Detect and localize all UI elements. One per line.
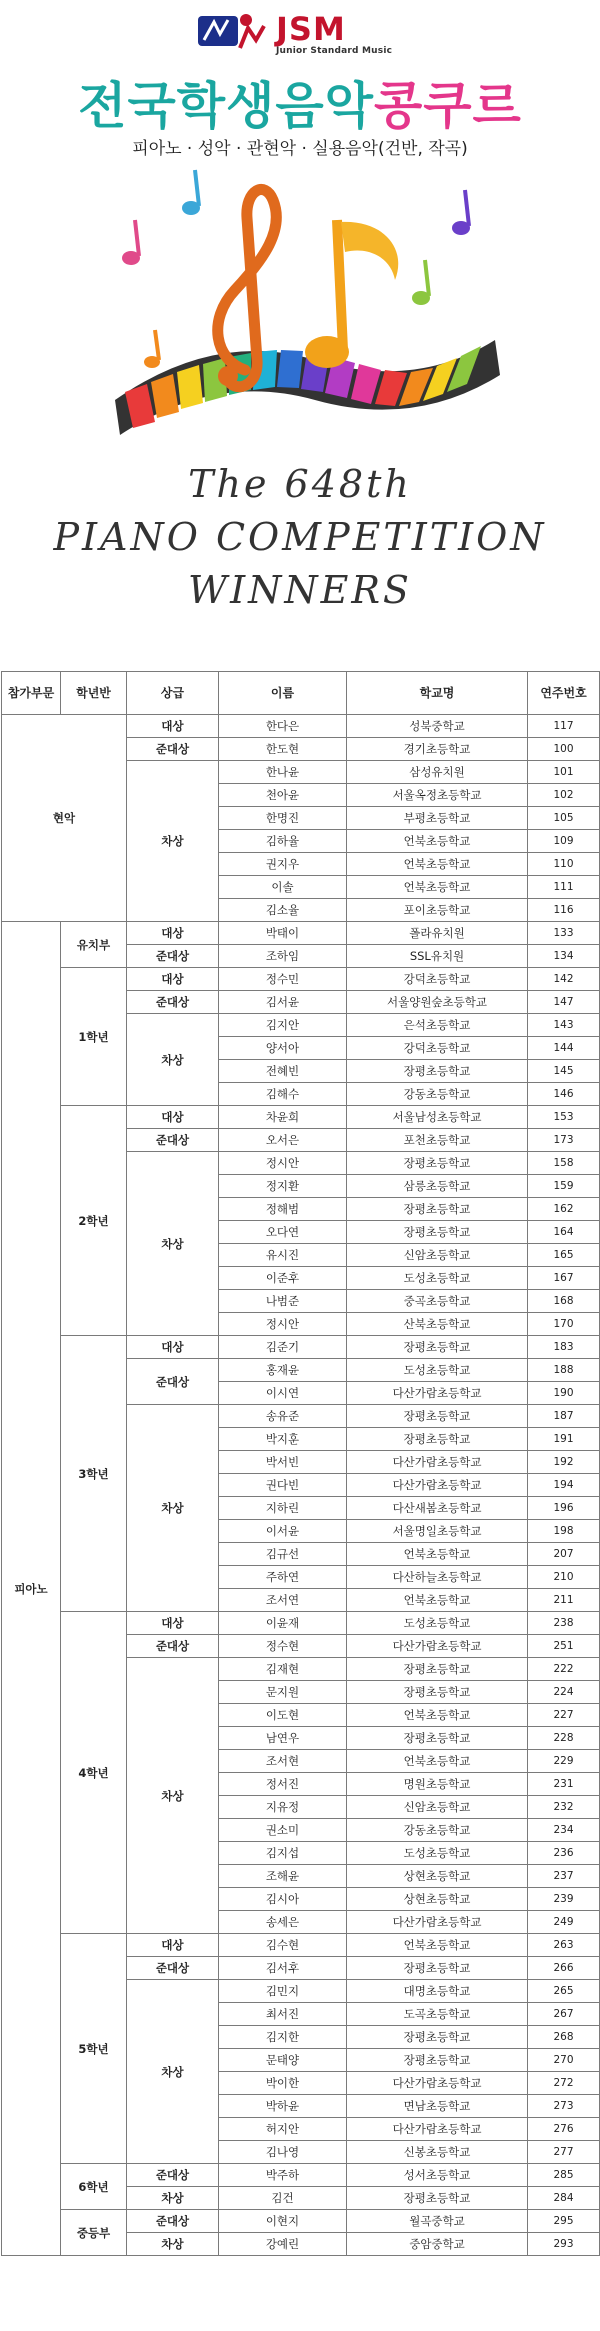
school-name: 장평초등학교	[347, 1957, 528, 1980]
performance-number: 273	[528, 2095, 600, 2118]
award-cell: 준대상	[127, 2164, 219, 2187]
school-name: 중암중학교	[347, 2233, 528, 2256]
performance-number: 101	[528, 761, 600, 784]
school-name: 장평초등학교	[347, 1428, 528, 1451]
school-name: 언북초등학교	[347, 830, 528, 853]
table-row	[2, 2164, 600, 2187]
school-name: 장평초등학교	[347, 1060, 528, 1083]
school-name: 면남초등학교	[347, 2095, 528, 2118]
school-name: 신암초등학교	[347, 1244, 528, 1267]
school-name: 중곡초등학교	[347, 1290, 528, 1313]
school-name: 포천초등학교	[347, 1129, 528, 1152]
student-name: 김민지	[219, 1980, 347, 2003]
page-subtitle: 피아노 · 성악 · 관현악 · 실용음악(건반, 작곡)	[132, 139, 468, 159]
award-cell: 차상	[127, 1014, 219, 1106]
student-name: 송유준	[219, 1405, 347, 1428]
performance-number: 164	[528, 1221, 600, 1244]
table-row	[2, 1934, 600, 1957]
performance-number: 224	[528, 1681, 600, 1704]
school-name: 장평초등학교	[347, 1681, 528, 1704]
grade-cell: 6학년	[61, 2164, 127, 2210]
school-name: 다산가람초등학교	[347, 1451, 528, 1474]
performance-number: 277	[528, 2141, 600, 2164]
table-row	[2, 2210, 600, 2233]
student-name: 최서진	[219, 2003, 347, 2026]
performance-number: 295	[528, 2210, 600, 2233]
student-name: 홍재윤	[219, 1359, 347, 1382]
award-cell: 대상	[127, 715, 219, 738]
school-name: 언북초등학교	[347, 876, 528, 899]
student-name: 주하연	[219, 1566, 347, 1589]
student-name: 지하린	[219, 1497, 347, 1520]
student-name: 정서진	[219, 1773, 347, 1796]
award-cell: 준대상	[127, 991, 219, 1014]
award-cell: 대상	[127, 1934, 219, 1957]
school-name: 강덕초등학교	[347, 968, 528, 991]
performance-number: 238	[528, 1612, 600, 1635]
table-row	[2, 922, 600, 945]
performance-number: 168	[528, 1290, 600, 1313]
performance-number: 265	[528, 1980, 600, 2003]
student-name: 정수민	[219, 968, 347, 991]
school-name: 장평초등학교	[347, 1336, 528, 1359]
student-name: 지유정	[219, 1796, 347, 1819]
performance-number: 134	[528, 945, 600, 968]
table-header-row	[2, 672, 600, 715]
performance-number: 249	[528, 1911, 600, 1934]
school-name: 다산가람초등학교	[347, 2118, 528, 2141]
school-name: 장평초등학교	[347, 1727, 528, 1750]
performance-number: 272	[528, 2072, 600, 2095]
results-table	[1, 671, 600, 2256]
performance-number: 222	[528, 1658, 600, 1681]
student-name: 김재현	[219, 1658, 347, 1681]
student-name: 김지안	[219, 1014, 347, 1037]
student-name: 박서빈	[219, 1451, 347, 1474]
student-name: 김소율	[219, 899, 347, 922]
school-name: 장평초등학교	[347, 2049, 528, 2072]
grade-cell: 1학년	[61, 968, 127, 1106]
performance-number: 228	[528, 1727, 600, 1750]
student-name: 이솔	[219, 876, 347, 899]
performance-number: 145	[528, 1060, 600, 1083]
performance-number: 198	[528, 1520, 600, 1543]
school-name: 도곡초등학교	[347, 2003, 528, 2026]
student-name: 김해수	[219, 1083, 347, 1106]
school-name: 장평초등학교	[347, 1198, 528, 1221]
student-name: 조서연	[219, 1589, 347, 1612]
student-name: 문지원	[219, 1681, 347, 1704]
award-cell: 대상	[127, 922, 219, 945]
school-name: 부평초등학교	[347, 807, 528, 830]
grade-cell: 5학년	[61, 1934, 127, 2164]
student-name: 한나윤	[219, 761, 347, 784]
student-name: 김서후	[219, 1957, 347, 1980]
student-name: 한명진	[219, 807, 347, 830]
student-name: 이도현	[219, 1704, 347, 1727]
school-name: 다산새봄초등학교	[347, 1497, 528, 1520]
performance-number: 210	[528, 1566, 600, 1589]
student-name: 오서은	[219, 1129, 347, 1152]
school-name: 언북초등학교	[347, 1543, 528, 1566]
school-name: 삼릉초등학교	[347, 1175, 528, 1198]
performance-number: 153	[528, 1106, 600, 1129]
school-name: 언북초등학교	[347, 1704, 528, 1727]
grade-cell: 중등부	[61, 2210, 127, 2256]
student-name: 권다빈	[219, 1474, 347, 1497]
school-name: 강덕초등학교	[347, 1037, 528, 1060]
division-cell: 피아노	[2, 922, 61, 2256]
jsm-logo-icon	[196, 10, 268, 54]
award-cell: 차상	[127, 1980, 219, 2164]
student-name: 정시안	[219, 1152, 347, 1175]
school-name: 은석초등학교	[347, 1014, 528, 1037]
performance-number: 276	[528, 2118, 600, 2141]
student-name: 한다은	[219, 715, 347, 738]
school-name: SSL유치원	[347, 945, 528, 968]
school-name: 서울양원숲초등학교	[347, 991, 528, 1014]
performance-number: 147	[528, 991, 600, 1014]
award-cell: 차상	[127, 2187, 219, 2210]
title-part2: 콩쿠르	[373, 77, 522, 135]
performance-number: 170	[528, 1313, 600, 1336]
student-name: 김지한	[219, 2026, 347, 2049]
performance-number: 158	[528, 1152, 600, 1175]
school-name: 장평초등학교	[347, 1221, 528, 1244]
music-note-icon	[305, 220, 398, 368]
award-cell: 대상	[127, 1336, 219, 1359]
competition-edition: The 648th	[188, 462, 412, 506]
logo-text: JSM	[276, 10, 346, 48]
school-name: 도성초등학교	[347, 1267, 528, 1290]
school-name: 도성초등학교	[347, 1359, 528, 1382]
school-name: 성서초등학교	[347, 2164, 528, 2187]
performance-number: 100	[528, 738, 600, 761]
table-row	[2, 1612, 600, 1635]
student-name: 전혜빈	[219, 1060, 347, 1083]
school-name: 상현초등학교	[347, 1865, 528, 1888]
school-name: 서울남성초등학교	[347, 1106, 528, 1129]
student-name: 허지안	[219, 2118, 347, 2141]
student-name: 김시아	[219, 1888, 347, 1911]
student-name: 권소미	[219, 1819, 347, 1842]
performance-number: 188	[528, 1359, 600, 1382]
performance-number: 231	[528, 1773, 600, 1796]
student-name: 조해윤	[219, 1865, 347, 1888]
school-name: 다산가람초등학교	[347, 1382, 528, 1405]
school-name: 대명초등학교	[347, 1980, 528, 2003]
award-cell: 대상	[127, 968, 219, 991]
performance-number: 173	[528, 1129, 600, 1152]
performance-number: 268	[528, 2026, 600, 2049]
student-name: 정수현	[219, 1635, 347, 1658]
award-cell: 준대상	[127, 945, 219, 968]
award-cell: 차상	[127, 1152, 219, 1336]
performance-number: 239	[528, 1888, 600, 1911]
school-name: 장평초등학교	[347, 1152, 528, 1175]
performance-number: 183	[528, 1336, 600, 1359]
school-name: 다산가람초등학교	[347, 2072, 528, 2095]
performance-number: 144	[528, 1037, 600, 1060]
school-name: 포이초등학교	[347, 899, 528, 922]
performance-number: 111	[528, 876, 600, 899]
header-grade: 학년반	[61, 672, 127, 715]
school-name: 장평초등학교	[347, 2187, 528, 2210]
student-name: 양서아	[219, 1037, 347, 1060]
school-name: 장평초등학교	[347, 1658, 528, 1681]
performance-number: 109	[528, 830, 600, 853]
poster-header	[0, 0, 600, 640]
student-name: 권지우	[219, 853, 347, 876]
student-name: 박태이	[219, 922, 347, 945]
performance-number: 102	[528, 784, 600, 807]
performance-number: 227	[528, 1704, 600, 1727]
table-row	[2, 715, 600, 738]
grade-cell: 2학년	[61, 1106, 127, 1336]
performance-number: 190	[528, 1382, 600, 1405]
performance-number: 167	[528, 1267, 600, 1290]
competition-name: PIANO COMPETITION	[53, 515, 547, 559]
student-name: 정해범	[219, 1198, 347, 1221]
performance-number: 285	[528, 2164, 600, 2187]
student-name: 정시안	[219, 1313, 347, 1336]
school-name: 신봉초등학교	[347, 2141, 528, 2164]
student-name: 이현지	[219, 2210, 347, 2233]
student-name: 김준기	[219, 1336, 347, 1359]
performance-number: 293	[528, 2233, 600, 2256]
award-cell: 준대상	[127, 1359, 219, 1405]
performance-number: 192	[528, 1451, 600, 1474]
student-name: 조하임	[219, 945, 347, 968]
student-name: 나범준	[219, 1290, 347, 1313]
page-title	[0, 66, 600, 138]
table-row	[2, 968, 600, 991]
competition-winners: WINNERS	[188, 568, 412, 612]
logo	[0, 6, 600, 58]
award-cell: 준대상	[127, 1635, 219, 1658]
school-name: 월곡중학교	[347, 2210, 528, 2233]
student-name: 김규선	[219, 1543, 347, 1566]
performance-number: 236	[528, 1842, 600, 1865]
student-name: 남연우	[219, 1727, 347, 1750]
award-cell: 대상	[127, 1106, 219, 1129]
school-name: 삼성유치원	[347, 761, 528, 784]
award-cell: 차상	[127, 1405, 219, 1612]
student-name: 김지섭	[219, 1842, 347, 1865]
grade-cell: 4학년	[61, 1612, 127, 1934]
student-name: 김서윤	[219, 991, 347, 1014]
student-name: 한도현	[219, 738, 347, 761]
grade-cell: 3학년	[61, 1336, 127, 1612]
school-name: 다산하늘초등학교	[347, 1566, 528, 1589]
performance-number: 237	[528, 1865, 600, 1888]
student-name: 강예린	[219, 2233, 347, 2256]
school-name: 언북초등학교	[347, 1750, 528, 1773]
performance-number: 267	[528, 2003, 600, 2026]
student-name: 정지환	[219, 1175, 347, 1198]
header-award: 상급	[127, 672, 219, 715]
student-name: 오다연	[219, 1221, 347, 1244]
school-name: 성북중학교	[347, 715, 528, 738]
student-name: 이준후	[219, 1267, 347, 1290]
performance-number: 266	[528, 1957, 600, 1980]
school-name: 상현초등학교	[347, 1888, 528, 1911]
performance-number: 142	[528, 968, 600, 991]
award-cell: 차상	[127, 2233, 219, 2256]
performance-number: 232	[528, 1796, 600, 1819]
school-name: 언북초등학교	[347, 1934, 528, 1957]
results-body	[2, 715, 600, 2256]
performance-number: 211	[528, 1589, 600, 1612]
performance-number: 116	[528, 899, 600, 922]
performance-number: 191	[528, 1428, 600, 1451]
school-name: 장평초등학교	[347, 2026, 528, 2049]
student-name: 이윤재	[219, 1612, 347, 1635]
performance-number: 162	[528, 1198, 600, 1221]
performance-number: 165	[528, 1244, 600, 1267]
header-number: 연주번호	[528, 672, 600, 715]
school-name: 다산가람초등학교	[347, 1635, 528, 1658]
student-name: 박하윤	[219, 2095, 347, 2118]
school-name: 신암초등학교	[347, 1796, 528, 1819]
award-cell: 준대상	[127, 738, 219, 761]
school-name: 도성초등학교	[347, 1612, 528, 1635]
music-illustration	[95, 160, 505, 460]
table-row	[2, 1336, 600, 1359]
school-name: 산북초등학교	[347, 1313, 528, 1336]
student-name: 박이한	[219, 2072, 347, 2095]
student-name: 김수현	[219, 1934, 347, 1957]
school-name: 경기초등학교	[347, 738, 528, 761]
student-name: 유시진	[219, 1244, 347, 1267]
award-cell: 차상	[127, 1658, 219, 1934]
header-school: 학교명	[347, 672, 528, 715]
school-name: 다산가람초등학교	[347, 1474, 528, 1497]
performance-number: 187	[528, 1405, 600, 1428]
school-name: 도성초등학교	[347, 1842, 528, 1865]
performance-number: 284	[528, 2187, 600, 2210]
student-name: 김건	[219, 2187, 347, 2210]
student-name: 조서현	[219, 1750, 347, 1773]
performance-number: 263	[528, 1934, 600, 1957]
school-name: 서울명일초등학교	[347, 1520, 528, 1543]
performance-number: 251	[528, 1635, 600, 1658]
title-part1: 전국학생음악	[78, 77, 374, 135]
school-name: 서울옥정초등학교	[347, 784, 528, 807]
student-name: 문태양	[219, 2049, 347, 2072]
performance-number: 110	[528, 853, 600, 876]
student-name: 박주하	[219, 2164, 347, 2187]
student-name: 이서윤	[219, 1520, 347, 1543]
performance-number: 133	[528, 922, 600, 945]
school-name: 언북초등학교	[347, 853, 528, 876]
award-cell: 대상	[127, 1612, 219, 1635]
student-name: 김하율	[219, 830, 347, 853]
performance-number: 229	[528, 1750, 600, 1773]
award-cell: 준대상	[127, 1129, 219, 1152]
student-name: 송세은	[219, 1911, 347, 1934]
student-name: 차윤희	[219, 1106, 347, 1129]
performance-number: 196	[528, 1497, 600, 1520]
student-name: 이시연	[219, 1382, 347, 1405]
performance-number: 146	[528, 1083, 600, 1106]
performance-number: 270	[528, 2049, 600, 2072]
school-name: 언북초등학교	[347, 1589, 528, 1612]
header-division: 참가부문	[2, 672, 61, 715]
logo-subtext: Junior Standard Music	[276, 46, 393, 56]
table-row	[2, 1106, 600, 1129]
grade-cell: 유치부	[61, 922, 127, 968]
school-name: 폴라유치원	[347, 922, 528, 945]
school-name: 강동초등학교	[347, 1819, 528, 1842]
performance-number: 117	[528, 715, 600, 738]
student-name: 박지훈	[219, 1428, 347, 1451]
student-name: 김나영	[219, 2141, 347, 2164]
award-cell: 준대상	[127, 1957, 219, 1980]
school-name: 명원초등학교	[347, 1773, 528, 1796]
performance-number: 105	[528, 807, 600, 830]
performance-number: 234	[528, 1819, 600, 1842]
award-cell: 준대상	[127, 2210, 219, 2233]
performance-number: 143	[528, 1014, 600, 1037]
school-name: 강동초등학교	[347, 1083, 528, 1106]
performance-number: 207	[528, 1543, 600, 1566]
school-name: 장평초등학교	[347, 1405, 528, 1428]
performance-number: 159	[528, 1175, 600, 1198]
award-cell: 차상	[127, 761, 219, 922]
division-cell: 현악	[2, 715, 127, 922]
student-name: 천아윤	[219, 784, 347, 807]
header-name: 이름	[219, 672, 347, 715]
school-name: 다산가람초등학교	[347, 1911, 528, 1934]
performance-number: 194	[528, 1474, 600, 1497]
